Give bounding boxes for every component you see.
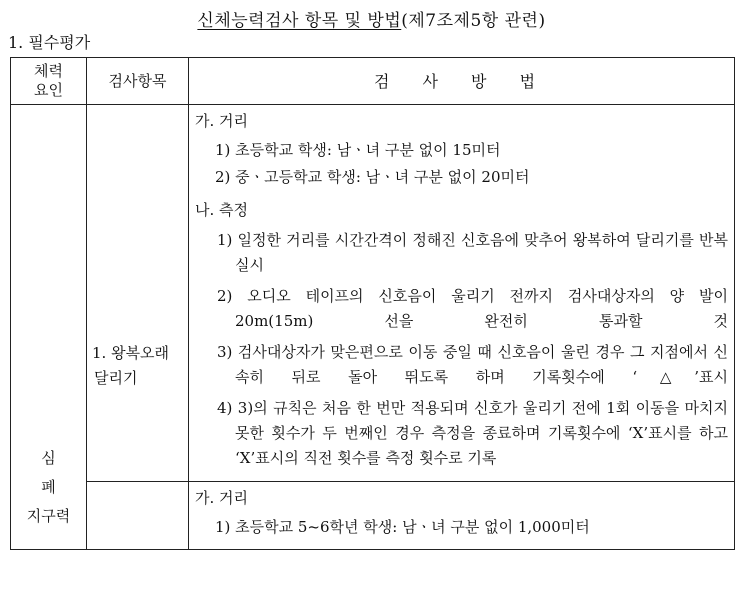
header-method: 검 사 방 법 (189, 58, 735, 105)
header-item: 검사항목 (87, 58, 189, 105)
method-cell (189, 105, 735, 482)
title-main: 신체능력검사 항목 및 방법 (197, 11, 402, 31)
distance-heading: 가. 거리 (195, 489, 249, 507)
measure-heading: 나. 측정 (195, 201, 249, 219)
distance-heading: 가. 거리 (195, 112, 249, 130)
measure-item: 4) 3)의 규칙은 처음 한 번만 적용되며 신호가 울리기 전에 1회 이동을 마치지 못한 횟수가 두 번째인 경우 측정을 종료하며 기록횟수에 ‘X’표시를 하고 ‘X’표시의 직전 횟수를 측정 횟수로 기록 (217, 399, 728, 467)
factor-line1: 심 폐 (41, 449, 74, 496)
table-row (11, 105, 735, 482)
factor-cell (11, 105, 87, 550)
document-title (0, 6, 743, 31)
table-row (11, 482, 735, 550)
method-cell (189, 482, 735, 550)
test-method-table (10, 57, 735, 550)
title-suffix: (제7조제5항 관련) (401, 11, 546, 31)
factor-line2: 지구력 (26, 507, 71, 525)
item-cell (87, 105, 189, 482)
header-factor: 체력 요인 (11, 58, 87, 105)
item-line1: 1. 왕복오래 (92, 344, 170, 362)
section-heading: 1. 필수평가 (8, 33, 91, 52)
item-cell (87, 482, 189, 550)
table-header-row (11, 58, 735, 105)
measure-item: 3) 검사대상자가 맞은편으로 이동 중일 때 신호음이 울린 경우 그 지점에서 신속히 뒤로 돌아 뛰도록 하며 기록횟수에 ‘△’표시 (217, 343, 728, 386)
measure-item: 2) 오디오 테이프의 신호음이 울리기 전까지 검사대상자의 양 발이 20m(15m) 선을 완전히 통과할 것 (217, 287, 728, 330)
item-line2: 달리기 (94, 369, 138, 387)
measure-item: 1) 일정한 거리를 시간간격이 정해진 신호음에 맞추어 왕복하여 달리기를 반복 실시 (217, 231, 728, 274)
distance-item: 1) 초등학교 학생: 남ㆍ녀 구분 없이 15미터 (215, 141, 501, 159)
distance-item: 1) 초등학교 5~6학년 학생: 남ㆍ녀 구분 없이 1,000미터 (215, 518, 590, 536)
distance-item: 2) 중ㆍ고등학교 학생: 남ㆍ녀 구분 없이 20미터 (215, 168, 530, 186)
